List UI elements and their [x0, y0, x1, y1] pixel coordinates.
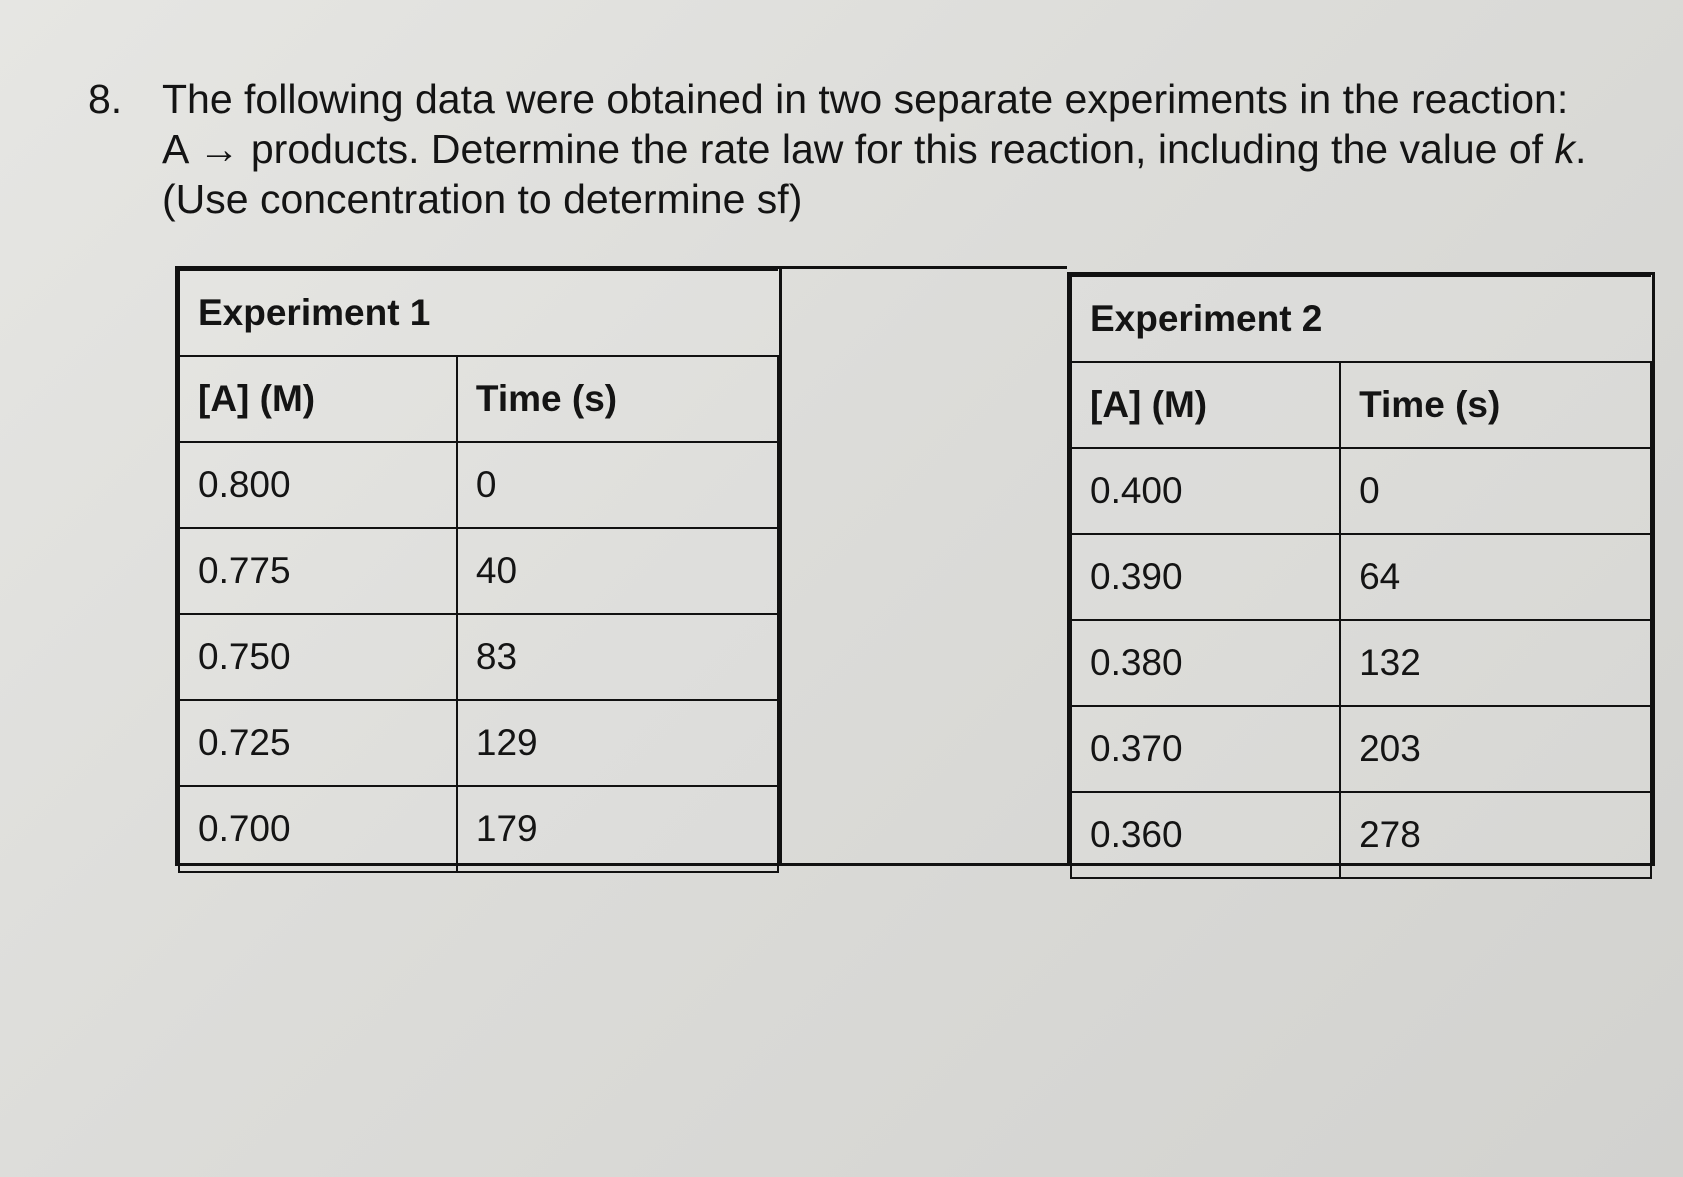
- time-cell: 83: [457, 614, 778, 700]
- question-number: 8.: [88, 76, 123, 122]
- question-line-2-start: A → products. Determine the rate law for this reaction, including the value of: [162, 126, 1555, 172]
- table-row: [179, 700, 778, 786]
- concentration-header: [A] (M): [1071, 362, 1340, 448]
- concentration-cell: 0.380: [1071, 620, 1340, 706]
- time-cell: 132: [1340, 620, 1651, 706]
- time-header: Time (s): [1340, 362, 1651, 448]
- show-through-text: [300, 935, 311, 980]
- question-line-1: The following data were obtained in two separate experiments in the reaction:: [162, 76, 1569, 122]
- time-cell: 0: [457, 442, 778, 528]
- concentration-cell: 0.400: [1071, 448, 1340, 534]
- question-line-2-end: .: [1574, 126, 1587, 172]
- table-row: [1071, 620, 1651, 706]
- table-row: [1071, 534, 1651, 620]
- concentration-cell: 0.360: [1071, 792, 1340, 878]
- concentration-cell: 0.775: [179, 528, 457, 614]
- concentration-cell: 0.700: [179, 786, 457, 872]
- time-cell: 203: [1340, 706, 1651, 792]
- experiment-1-table: [175, 266, 782, 866]
- time-cell: 0: [1340, 448, 1651, 534]
- time-cell: 278: [1340, 792, 1651, 878]
- time-cell: 179: [457, 786, 778, 872]
- table-spacer: [776, 266, 1067, 866]
- concentration-cell: 0.390: [1071, 534, 1340, 620]
- table-row: [1071, 792, 1651, 878]
- table-row: [179, 786, 778, 872]
- experiment-2-table: [1067, 272, 1655, 866]
- table-row: [179, 442, 778, 528]
- concentration-cell: 0.800: [179, 442, 457, 528]
- question-text: [162, 74, 1642, 224]
- question-line-3: (Use concentration to determine sf): [162, 176, 803, 222]
- time-cell: 129: [457, 700, 778, 786]
- table-row: [179, 528, 778, 614]
- time-header: Time (s): [457, 356, 778, 442]
- question-line-2: [162, 124, 1642, 174]
- concentration-cell: 0.370: [1071, 706, 1340, 792]
- concentration-cell: 0.725: [179, 700, 457, 786]
- table-row: [179, 614, 778, 700]
- experiment-1-title: Experiment 1: [179, 270, 778, 356]
- concentration-header: [A] (M): [179, 356, 457, 442]
- rate-constant-symbol: k: [1554, 126, 1575, 172]
- table-row: [1071, 448, 1651, 534]
- experiment-2-title: Experiment 2: [1071, 276, 1651, 362]
- time-cell: 64: [1340, 534, 1651, 620]
- table-row: [1071, 706, 1651, 792]
- concentration-cell: 0.750: [179, 614, 457, 700]
- time-cell: 40: [457, 528, 778, 614]
